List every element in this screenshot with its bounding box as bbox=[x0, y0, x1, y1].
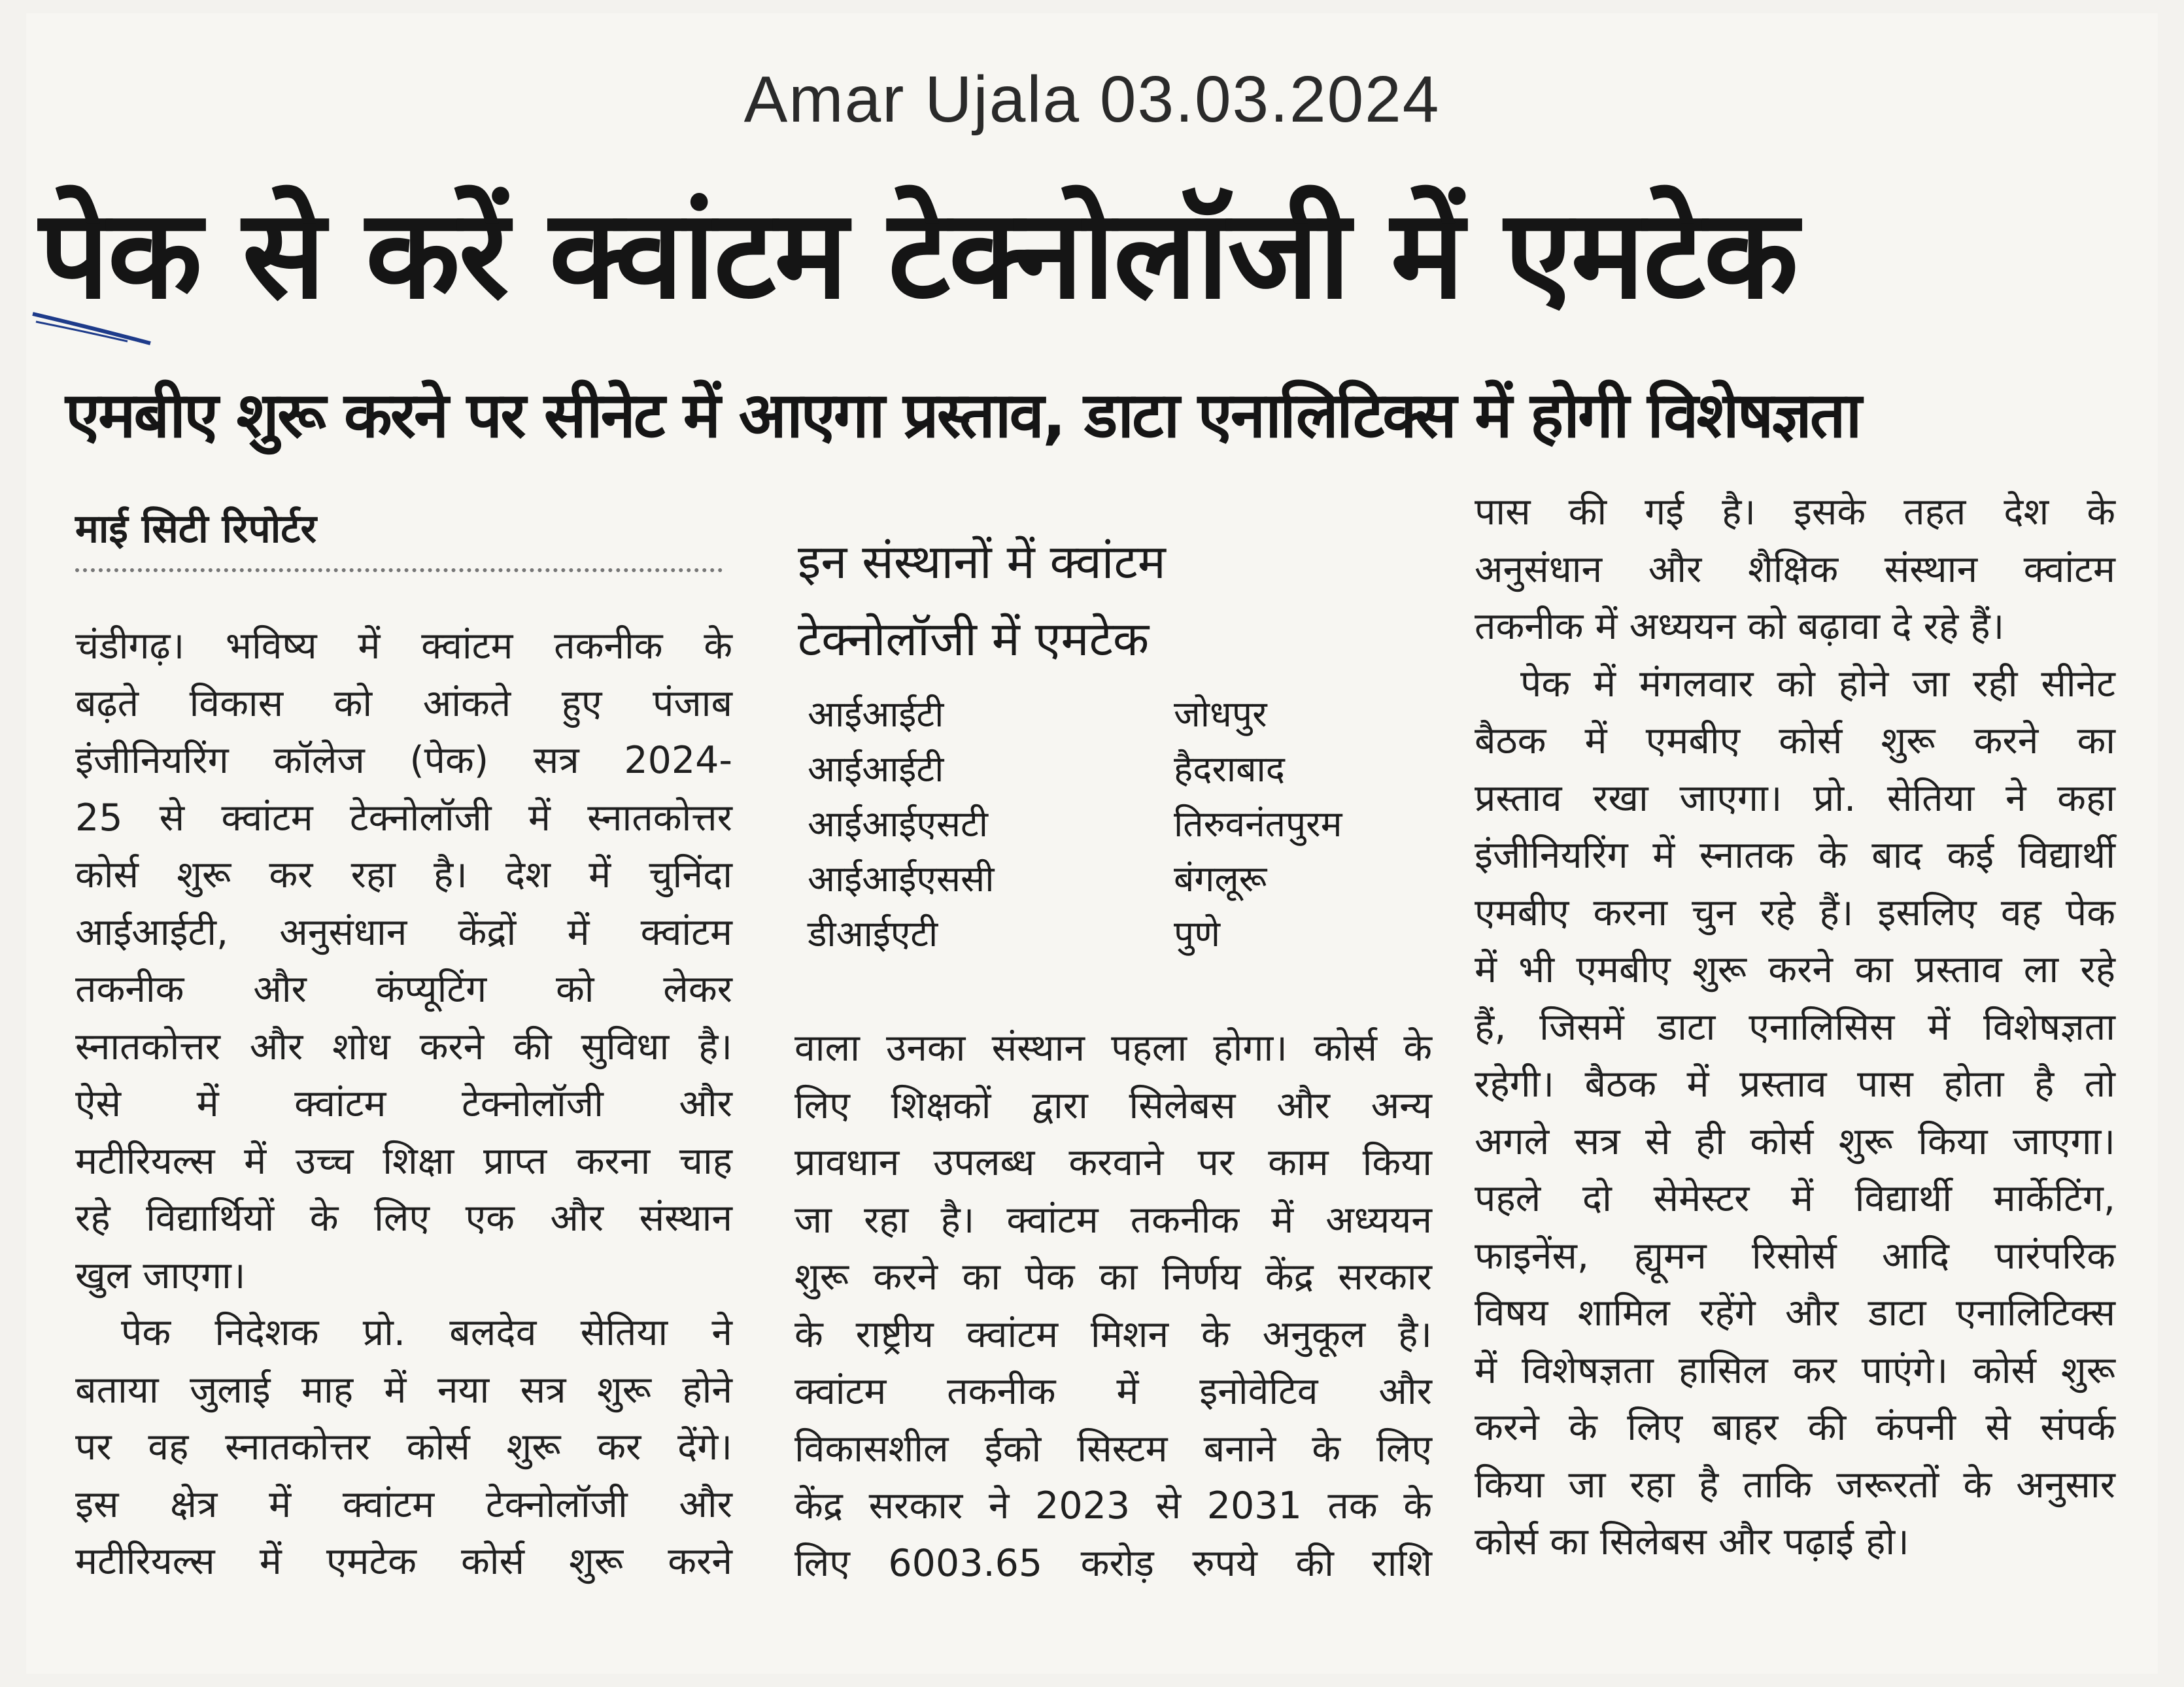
text-line: अनुसंधान और शैक्षिक संस्थान क्वांटम bbox=[1475, 547, 2115, 591]
text-line: वाला उनका संस्थान पहला होगा। कोर्स के bbox=[794, 1027, 1432, 1070]
list-item bbox=[808, 687, 1396, 741]
article-column-2 bbox=[794, 1020, 1432, 1592]
text-line: जा रहा है। क्वांटम तकनीक में अध्ययन bbox=[794, 1198, 1432, 1242]
text-line: कोर्स का सिलेबस और पढ़ाई हो। bbox=[1475, 1520, 1909, 1563]
byline: माई सिटी रिपोर्टर bbox=[75, 500, 723, 572]
text-line: केंद्र सरकार ने 2023 से 2031 तक के bbox=[794, 1484, 1432, 1527]
text-line: लिए शिक्षकों द्वारा सिलेबस और अन्य bbox=[794, 1083, 1432, 1127]
list-item bbox=[808, 851, 1396, 906]
text-line: चंडीगढ़। भविष्य में क्वांटम तकनीक के bbox=[75, 624, 732, 668]
text-line: तकनीक में अध्ययन को बढ़ावा दे रहे हैं। bbox=[1475, 605, 2005, 648]
text-line: इंजीनियरिंग कॉलेज (पेक) सत्र 2024- bbox=[75, 739, 732, 782]
text-line: ऐसे में क्वांटम टेक्नोलॉजी और bbox=[75, 1082, 732, 1125]
text-line: प्रस्ताव रखा जाएगा। प्रो. सेतिया ने कहा bbox=[1475, 776, 2115, 820]
text-line: रहे विद्यार्थियों के लिए एक और संस्थान bbox=[75, 1197, 732, 1240]
text-line: खुल जाएगा। bbox=[75, 1253, 246, 1297]
institutes-box-title bbox=[798, 523, 1425, 677]
headline: पेक से करें क्वांटम टेक्नोलॉजी में एमटेक bbox=[39, 183, 1798, 326]
institute-city: पुणे bbox=[1174, 913, 1221, 955]
text-line: मटीरियल्स में उच्च शिक्षा प्राप्त करना चाह bbox=[75, 1139, 732, 1183]
institute-city: हैदराबाद bbox=[1174, 748, 1286, 790]
text-line: अगले सत्र से ही कोर्स शुरू किया जाएगा। bbox=[1475, 1119, 2115, 1163]
list-item bbox=[808, 741, 1396, 796]
text-line: एमबीए करना चुन रहे हैं। इसलिए वह पेक bbox=[1475, 891, 2115, 934]
text-line: पेक निदेशक प्रो. बलदेव सेतिया ने bbox=[121, 1311, 732, 1354]
newspaper-source-date: Amar Ujala 03.03.2024 bbox=[743, 63, 1441, 136]
text-line: प्रावधान उपलब्ध करवाने पर काम किया bbox=[794, 1141, 1432, 1184]
text-line: फाइनेंस, ह्यूमन रिसोर्स आदि पारंपरिक bbox=[1475, 1234, 2115, 1278]
institute-name: आईआईटी bbox=[808, 693, 944, 735]
text-line: पेक में मंगलवार को होने जा रही सीनेट bbox=[1520, 662, 2115, 706]
text-line: पहले दो सेमेस्टर में विद्यार्थी मार्केटिंग, bbox=[1475, 1177, 2115, 1220]
text-line: पर वह स्नातकोत्तर कोर्स शुरू कर देंगे। bbox=[75, 1425, 732, 1469]
text-line: पास की गई है। इसके तहत देश के bbox=[1475, 490, 2115, 534]
institute-name: डीआईएटी bbox=[808, 913, 938, 955]
text-line: विकासशील ईको सिस्टम बनाने के लिए bbox=[794, 1427, 1432, 1471]
article-column-3 bbox=[1475, 484, 2115, 1571]
text-line: शुरू करने का पेक का निर्णय केंद्र सरकार bbox=[794, 1255, 1432, 1299]
text-line: स्नातकोत्तर और शोध करने की सुविधा है। bbox=[75, 1025, 732, 1068]
text-line: हैं, जिसमें डाटा एनालिसिस में विशेषज्ञता bbox=[1475, 1005, 2115, 1049]
text-line: 25 से क्वांटम टेक्नोलॉजी में स्नातकोत्तर bbox=[75, 796, 732, 840]
institute-city: जोधपुर bbox=[1174, 693, 1267, 735]
text-line: में विशेषज्ञता हासिल कर पाएंगे। कोर्स शुरू bbox=[1475, 1348, 2115, 1392]
text-line: क्वांटम तकनीक में इनोवेटिव और bbox=[794, 1370, 1432, 1413]
text-line: लिए 6003.65 करोड़ रुपये की राशि bbox=[794, 1541, 1432, 1585]
text-line: रहेगी। बैठक में प्रस्ताव पास होता है तो bbox=[1475, 1063, 2115, 1106]
box-title-line: टेक्नोलॉजी में एमटेक bbox=[798, 611, 1150, 666]
text-line: मटीरियल्स में एमटेक कोर्स शुरू करने bbox=[75, 1540, 732, 1583]
text-line: आईआईटी, अनुसंधान केंद्रों में क्वांटम bbox=[75, 910, 732, 954]
list-item bbox=[808, 796, 1396, 851]
institute-name: आईआईएससी bbox=[808, 858, 995, 900]
article-column-1 bbox=[75, 618, 732, 1591]
institute-city: तिरुवनंतपुरम bbox=[1174, 803, 1342, 845]
text-line: बढ़ते विकास को आंकते हुए पंजाब bbox=[75, 681, 732, 725]
text-line: बताया जुलाई माह में नया सत्र शुरू होने bbox=[75, 1368, 732, 1412]
box-title-line: इन संस्थानों में क्वांटम bbox=[798, 534, 1166, 589]
institute-name: आईआईएसटी bbox=[808, 803, 988, 845]
institute-name: आईआईटी bbox=[808, 748, 944, 790]
text-line: इंजीनियरिंग में स्नातक के बाद कई विद्यार्थी bbox=[1475, 834, 2115, 877]
institute-city: बंगलूरू bbox=[1174, 858, 1267, 900]
text-line: किया जा रहा है ताकि जरूरतों के अनुसार bbox=[1475, 1463, 2115, 1507]
text-line: विषय शामिल रहेंगे और डाटा एनालिटिक्स bbox=[1475, 1291, 2115, 1335]
text-line: बैठक में एमबीए कोर्स शुरू करने का bbox=[1475, 719, 2115, 762]
text-line: करने के लिए बाहर की कंपनी से संपर्क bbox=[1475, 1406, 2115, 1449]
list-item bbox=[808, 906, 1396, 961]
text-line: में भी एमबीए शुरू करने का प्रस्ताव ला रहे bbox=[1475, 948, 2115, 991]
text-line: इस क्षेत्र में क्वांटम टेक्नोलॉजी और bbox=[75, 1482, 732, 1526]
institutes-list bbox=[808, 687, 1396, 961]
text-line: कोर्स शुरू कर रहा है। देश में चुनिंदा bbox=[75, 853, 732, 896]
text-line: तकनीक और कंप्यूटिंग को लेकर bbox=[75, 968, 732, 1011]
subheadline: एमबीए शुरू करने पर सीनेट में आएगा प्रस्ताव, डाटा एनालिटिक्स में होगी विशेषज्ञता bbox=[65, 379, 1860, 452]
text-line: के राष्ट्रीय क्वांटम मिशन के अनुकूल है। bbox=[794, 1312, 1432, 1356]
